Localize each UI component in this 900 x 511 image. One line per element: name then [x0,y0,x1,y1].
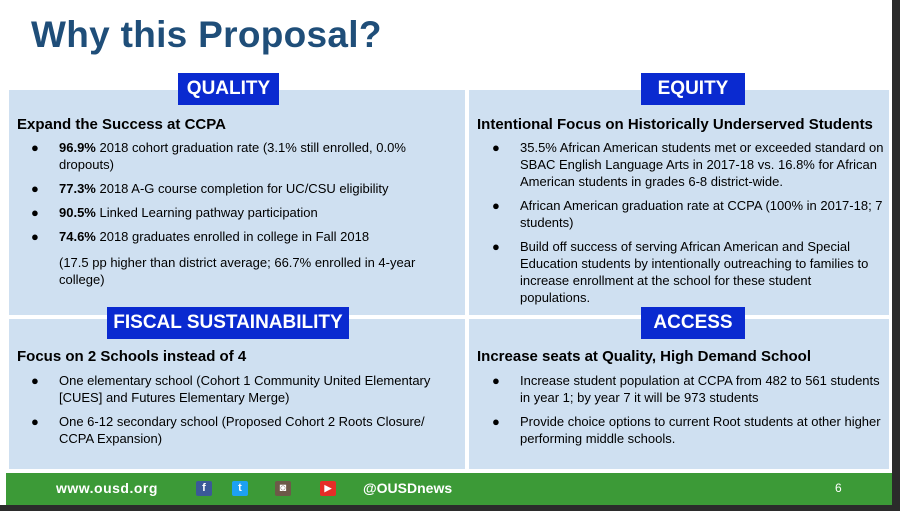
social-handle[interactable]: @OUSDnews [363,480,453,496]
quality-heading: Expand the Success at CCPA [17,116,226,133]
youtube-icon[interactable]: ▶ [320,481,336,496]
access-bullet-text: Provide choice options to current Root students at other higher performing middle schools. [520,414,881,446]
quality-stat: 90.5% [59,205,96,220]
bullet-icon: ● [492,414,500,429]
quality-stat: 74.6% [59,229,96,244]
slide-title: Why this Proposal? [31,14,382,55]
equity-bullet [478,197,884,231]
quality-bullet-text: 2018 graduates enrolled in college in Fall 2018 [95,229,370,244]
access-heading: Increase seats at Quality, High Demand School [477,348,811,365]
bullet-icon: ● [492,198,500,213]
equity-bullet-list [478,139,884,313]
fiscal-bullet-text: One 6-12 secondary school (Proposed Cohort 2 Roots Closure/ CCPA Expansion) [59,414,425,446]
bullet-icon: ● [31,414,39,429]
equity-bullet [478,139,884,190]
page-number: 6 [835,481,842,495]
access-bullet [478,413,884,447]
twitter-icon[interactable]: t [232,481,248,496]
quality-bullet-text: Linked Learning pathway participation [95,205,318,220]
quality-bullet [17,180,447,197]
website-link[interactable]: www.ousd.org [56,480,158,496]
access-bullet-list [478,372,884,454]
instagram-icon[interactable]: ◙ [275,481,291,496]
quality-note: (17.5 pp higher than district average; 66.7% enrolled in 4-year college) [59,255,416,287]
fiscal-bullet [17,413,447,447]
equity-bullet [478,238,884,306]
equity-heading: Intentional Focus on Historically Underserved Students [477,116,873,133]
fiscal-bullet-list [17,372,447,454]
quality-bullet-list [17,139,447,252]
equity-bullet-text: Build off success of serving African American and Special Education students by intentionally outreaching to families to increase enrollment at the school for these student populations. [520,239,869,305]
equity-tag: EQUITY [641,73,745,105]
slide-shadow-bottom [0,505,900,511]
quality-stat: 77.3% [59,181,96,196]
quality-tag: QUALITY [178,73,279,105]
fiscal-bullet-text: One elementary school (Cohort 1 Community United Elementary [CUES] and Futures Elementary Merge) [59,373,431,405]
bullet-icon: ● [31,229,39,244]
quality-bullet [17,139,447,173]
access-tag: ACCESS [641,307,745,339]
quality-bullet-text: 2018 cohort graduation rate (3.1% still enrolled, 0.0% dropouts) [59,140,406,172]
quality-stat: 96.9% [59,140,96,155]
fiscal-heading: Focus on 2 Schools instead of 4 [17,348,247,365]
bullet-icon: ● [31,181,39,196]
facebook-icon[interactable]: f [196,481,212,496]
access-bullet-text: Increase student population at CCPA from 482 to 561 students in year 1; by year 7 it will be 973 students [520,373,880,405]
equity-bullet-text: 35.5% African American students met or exceeded standard on SBAC English Language Arts in 2017-18 vs. 16.8% for African American students in grades 6-8 district-wide. [520,140,884,189]
fiscal-bullet [17,372,447,406]
bullet-icon: ● [492,140,500,155]
quality-bullet-text: 2018 A-G course completion for UC/CSU eligibility [95,181,389,196]
fiscal-tag: FISCAL SUSTAINABILITY [107,307,349,339]
bullet-icon: ● [31,205,39,220]
slide-shadow-right [892,0,900,511]
bullet-icon: ● [492,239,500,254]
access-bullet [478,372,884,406]
equity-bullet-text: African American graduation rate at CCPA (100% in 2017-18; 7 students) [520,198,883,230]
quality-bullet [17,228,447,245]
bullet-icon: ● [492,373,500,388]
bullet-icon: ● [31,373,39,388]
footer-bar [6,473,892,505]
quality-bullet [17,204,447,221]
bullet-icon: ● [31,140,39,155]
